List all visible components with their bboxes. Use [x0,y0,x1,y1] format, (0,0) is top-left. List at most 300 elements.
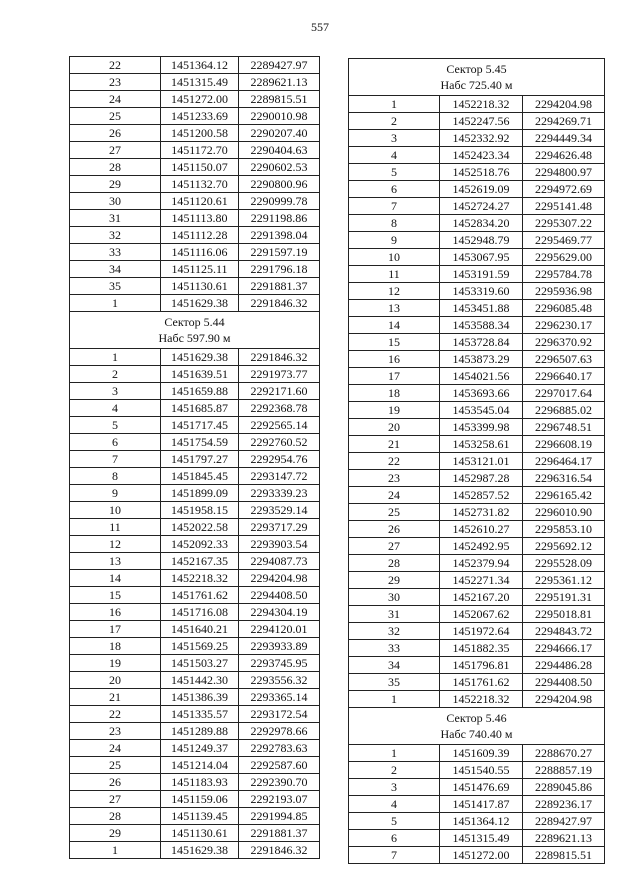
x-coordinate-cell: 1453728.84 [440,334,523,351]
table-row [70,570,320,587]
y-coordinate-cell: 2293745.95 [239,655,320,672]
x-coordinate-cell: 1451899.09 [161,485,239,502]
table-row [70,57,320,74]
table-row [349,113,605,130]
x-coordinate-cell: 1451717.45 [161,417,239,434]
y-coordinate-cell: 2291597.19 [239,244,320,261]
point-number-cell: 33 [70,244,161,261]
table-row [349,198,605,215]
y-coordinate-cell: 2296230.17 [523,317,605,334]
y-coordinate-cell: 2296640.17 [523,368,605,385]
point-number-cell: 22 [349,453,440,470]
point-number-cell: 29 [349,572,440,589]
point-number-cell: 14 [349,317,440,334]
y-coordinate-cell: 2296316.54 [523,470,605,487]
x-coordinate-cell: 1451272.00 [440,847,523,864]
table-row [349,657,605,674]
y-coordinate-cell: 2294972.69 [523,181,605,198]
x-coordinate-cell: 1451569.25 [161,638,239,655]
y-coordinate-cell: 2294204.98 [523,691,605,708]
point-number-cell: 23 [70,723,161,740]
point-number-cell: 13 [349,300,440,317]
y-coordinate-cell: 2293933.89 [239,638,320,655]
point-number-cell: 9 [70,485,161,502]
y-coordinate-cell: 2297017.64 [523,385,605,402]
table-row [70,791,320,808]
point-number-cell: 6 [349,830,440,847]
y-coordinate-cell: 2294408.50 [239,587,320,604]
y-coordinate-cell: 2289621.13 [523,830,605,847]
x-coordinate-cell: 1451503.27 [161,655,239,672]
point-number-cell: 10 [70,502,161,519]
x-coordinate-cell: 1451113.80 [161,210,239,227]
x-coordinate-cell: 1452167.20 [440,589,523,606]
point-number-cell: 1 [349,745,440,762]
table-row [349,762,605,779]
page-number: 557 [311,20,329,34]
y-coordinate-cell: 2291881.37 [239,825,320,842]
x-coordinate-cell: 1451125.11 [161,261,239,278]
y-coordinate-cell: 2296165.42 [523,487,605,504]
x-coordinate-cell: 1452518.76 [440,164,523,181]
y-coordinate-cell: 2296464.17 [523,453,605,470]
point-number-cell: 7 [349,847,440,864]
x-coordinate-cell: 1453873.29 [440,351,523,368]
y-coordinate-cell: 2291994.85 [239,808,320,825]
table-row [70,689,320,706]
x-coordinate-cell: 1451386.39 [161,689,239,706]
sector-height: Набс 725.40 м [440,78,513,92]
y-coordinate-cell: 2293147.72 [239,468,320,485]
table-row [70,519,320,536]
point-number-cell: 18 [349,385,440,402]
y-coordinate-cell: 2294204.98 [239,570,320,587]
x-coordinate-cell: 1451132.70 [161,176,239,193]
y-coordinate-cell: 2295018.81 [523,606,605,623]
table-row [70,295,320,312]
table-row [349,266,605,283]
table-row [70,383,320,400]
point-number-cell: 30 [70,193,161,210]
x-coordinate-cell: 1451183.93 [161,774,239,791]
y-coordinate-cell: 2294120.01 [239,621,320,638]
point-number-cell: 5 [349,164,440,181]
table-row [349,470,605,487]
point-number-cell: 8 [349,215,440,232]
table-row [70,825,320,842]
y-coordinate-cell: 2290602.53 [239,159,320,176]
point-number-cell: 10 [349,249,440,266]
x-coordinate-cell: 1452492.95 [440,538,523,555]
table-row [70,417,320,434]
x-coordinate-cell: 1451761.62 [161,587,239,604]
sector-header-row [349,59,605,96]
y-coordinate-cell: 2294087.73 [239,553,320,570]
y-coordinate-cell: 2290404.63 [239,142,320,159]
point-number-cell: 27 [349,538,440,555]
x-coordinate-cell: 1453693.66 [440,385,523,402]
x-coordinate-cell: 1453258.61 [440,436,523,453]
x-coordinate-cell: 1452724.27 [440,198,523,215]
x-coordinate-cell: 1451112.28 [161,227,239,244]
y-coordinate-cell: 2295361.12 [523,572,605,589]
table-row [349,589,605,606]
point-number-cell: 31 [349,606,440,623]
x-coordinate-cell: 1451629.38 [161,295,239,312]
x-coordinate-cell: 1451233.69 [161,108,239,125]
table-row [70,210,320,227]
table-row [70,808,320,825]
point-number-cell: 18 [70,638,161,655]
y-coordinate-cell: 2291881.37 [239,278,320,295]
table-row [349,351,605,368]
table-row [349,606,605,623]
y-coordinate-cell: 2292978.66 [239,723,320,740]
table-row [70,706,320,723]
y-coordinate-cell: 2293529.14 [239,502,320,519]
table-row [70,193,320,210]
y-coordinate-cell: 2294204.98 [523,96,605,113]
point-number-cell: 25 [70,757,161,774]
point-number-cell: 3 [349,130,440,147]
point-number-cell: 35 [349,674,440,691]
point-number-cell: 23 [349,470,440,487]
y-coordinate-cell: 2295307.22 [523,215,605,232]
sector-header-row [70,312,320,349]
table-row [349,796,605,813]
x-coordinate-cell: 1452167.35 [161,553,239,570]
point-number-cell: 5 [349,813,440,830]
point-number-cell: 16 [349,351,440,368]
table-row [70,176,320,193]
y-coordinate-cell: 2289236.17 [523,796,605,813]
x-coordinate-cell: 1452987.28 [440,470,523,487]
table-row [349,317,605,334]
y-coordinate-cell: 2289427.97 [239,57,320,74]
table-row [70,604,320,621]
point-number-cell: 27 [70,791,161,808]
x-coordinate-cell: 1451172.70 [161,142,239,159]
point-number-cell: 15 [70,587,161,604]
x-coordinate-cell: 1451639.51 [161,366,239,383]
y-coordinate-cell: 2296085.48 [523,300,605,317]
x-coordinate-cell: 1451150.07 [161,159,239,176]
x-coordinate-cell: 1451417.87 [440,796,523,813]
sector-header [349,59,605,96]
y-coordinate-cell: 2294843.72 [523,623,605,640]
x-coordinate-cell: 1451972.64 [440,623,523,640]
point-number-cell: 1 [70,842,161,859]
x-coordinate-cell: 1453451.88 [440,300,523,317]
table-row [70,621,320,638]
table-row [349,691,605,708]
y-coordinate-cell: 2295528.09 [523,555,605,572]
table-row [349,745,605,762]
x-coordinate-cell: 1451882.35 [440,640,523,657]
point-number-cell: 31 [70,210,161,227]
y-coordinate-cell: 2295784.78 [523,266,605,283]
table-row [349,453,605,470]
y-coordinate-cell: 2295853.10 [523,521,605,538]
point-number-cell: 7 [70,451,161,468]
point-number-cell: 34 [70,261,161,278]
x-coordinate-cell: 1451214.04 [161,757,239,774]
y-coordinate-cell: 2291796.18 [239,261,320,278]
y-coordinate-cell: 2294486.28 [523,657,605,674]
table-row [349,779,605,796]
x-coordinate-cell: 1451754.59 [161,434,239,451]
x-coordinate-cell: 1453399.98 [440,419,523,436]
table-row [70,434,320,451]
table-row [70,757,320,774]
table-row [349,521,605,538]
table-row [349,368,605,385]
x-coordinate-cell: 1452834.20 [440,215,523,232]
point-number-cell: 21 [70,689,161,706]
table-row [70,536,320,553]
point-number-cell: 21 [349,436,440,453]
y-coordinate-cell: 2292565.14 [239,417,320,434]
table-row [349,96,605,113]
x-coordinate-cell: 1452092.33 [161,536,239,553]
point-number-cell: 25 [349,504,440,521]
y-coordinate-cell: 2293339.23 [239,485,320,502]
x-coordinate-cell: 1453121.01 [440,453,523,470]
x-coordinate-cell: 1454021.56 [440,368,523,385]
y-coordinate-cell: 2293365.14 [239,689,320,706]
y-coordinate-cell: 2291846.32 [239,295,320,312]
y-coordinate-cell: 2295191.31 [523,589,605,606]
y-coordinate-cell: 2296010.90 [523,504,605,521]
y-coordinate-cell: 2288670.27 [523,745,605,762]
table-row [70,723,320,740]
point-number-cell: 33 [349,640,440,657]
point-number-cell: 11 [349,266,440,283]
point-number-cell: 29 [70,825,161,842]
table-row [349,334,605,351]
x-coordinate-cell: 1451120.61 [161,193,239,210]
point-number-cell: 27 [70,142,161,159]
coordinates-table-right [348,58,605,864]
point-number-cell: 19 [349,402,440,419]
y-coordinate-cell: 2290999.78 [239,193,320,210]
table-row [349,674,605,691]
table-row [70,142,320,159]
y-coordinate-cell: 2295936.98 [523,283,605,300]
point-number-cell: 20 [70,672,161,689]
x-coordinate-cell: 1451845.45 [161,468,239,485]
y-coordinate-cell: 2292783.63 [239,740,320,757]
table-row [70,244,320,261]
y-coordinate-cell: 2293172.54 [239,706,320,723]
point-number-cell: 1 [349,691,440,708]
x-coordinate-cell: 1452619.09 [440,181,523,198]
table-body-right [349,59,605,864]
point-number-cell: 6 [70,434,161,451]
table-row [70,587,320,604]
x-coordinate-cell: 1451130.61 [161,825,239,842]
x-coordinate-cell: 1451315.49 [161,74,239,91]
x-coordinate-cell: 1451629.38 [161,349,239,366]
y-coordinate-cell: 2292390.70 [239,774,320,791]
x-coordinate-cell: 1452610.27 [440,521,523,538]
sector-header [70,312,320,349]
x-coordinate-cell: 1451609.39 [440,745,523,762]
x-coordinate-cell: 1452271.34 [440,572,523,589]
y-coordinate-cell: 2292368.78 [239,400,320,417]
table-row [70,553,320,570]
table-row [349,847,605,864]
point-number-cell: 6 [349,181,440,198]
table-row [70,108,320,125]
y-coordinate-cell: 2296608.19 [523,436,605,453]
point-number-cell: 19 [70,655,161,672]
point-number-cell: 4 [70,400,161,417]
point-number-cell: 24 [349,487,440,504]
point-number-cell: 17 [70,621,161,638]
x-coordinate-cell: 1451716.08 [161,604,239,621]
point-number-cell: 24 [70,740,161,757]
point-number-cell: 2 [349,762,440,779]
y-coordinate-cell: 2292954.76 [239,451,320,468]
table-row [70,366,320,383]
table-row [70,502,320,519]
x-coordinate-cell: 1451685.87 [161,400,239,417]
y-coordinate-cell: 2290010.98 [239,108,320,125]
sector-title: Сектор 5.45 [446,62,507,76]
x-coordinate-cell: 1453588.34 [440,317,523,334]
table-row [349,283,605,300]
y-coordinate-cell: 2296748.51 [523,419,605,436]
point-number-cell: 8 [70,468,161,485]
table-row [70,227,320,244]
x-coordinate-cell: 1452022.58 [161,519,239,536]
table-row [349,813,605,830]
point-number-cell: 28 [349,555,440,572]
point-number-cell: 26 [70,774,161,791]
coordinates-table-left [69,56,320,859]
x-coordinate-cell: 1451159.06 [161,791,239,808]
x-coordinate-cell: 1453067.95 [440,249,523,266]
point-number-cell: 3 [349,779,440,796]
y-coordinate-cell: 2295469.77 [523,232,605,249]
y-coordinate-cell: 2289045.86 [523,779,605,796]
y-coordinate-cell: 2290800.96 [239,176,320,193]
point-number-cell: 9 [349,232,440,249]
table-row [349,130,605,147]
x-coordinate-cell: 1452218.32 [440,691,523,708]
table-row [349,215,605,232]
table-row [70,278,320,295]
y-coordinate-cell: 2294626.48 [523,147,605,164]
x-coordinate-cell: 1451958.15 [161,502,239,519]
x-coordinate-cell: 1451640.21 [161,621,239,638]
table-row [70,485,320,502]
table-row [70,638,320,655]
sector-height: Набс 740.40 м [440,727,513,741]
table-row [349,830,605,847]
x-coordinate-cell: 1451116.06 [161,244,239,261]
sector-height: Набс 597.90 м [158,331,231,345]
y-coordinate-cell: 2292760.52 [239,434,320,451]
x-coordinate-cell: 1451659.88 [161,383,239,400]
x-coordinate-cell: 1453191.59 [440,266,523,283]
point-number-cell: 23 [70,74,161,91]
table-row [70,400,320,417]
x-coordinate-cell: 1451761.62 [440,674,523,691]
y-coordinate-cell: 2289427.97 [523,813,605,830]
x-coordinate-cell: 1452379.94 [440,555,523,572]
table-row [70,349,320,366]
table-row [70,451,320,468]
table-row [70,91,320,108]
point-number-cell: 30 [349,589,440,606]
table-row [349,249,605,266]
table-row [70,842,320,859]
x-coordinate-cell: 1451796.81 [440,657,523,674]
x-coordinate-cell: 1451442.30 [161,672,239,689]
x-coordinate-cell: 1451364.12 [440,813,523,830]
y-coordinate-cell: 2295141.48 [523,198,605,215]
table-row [70,159,320,176]
sector-title: Сектор 5.44 [164,315,225,329]
point-number-cell: 17 [349,368,440,385]
point-number-cell: 28 [70,808,161,825]
point-number-cell: 24 [70,91,161,108]
x-coordinate-cell: 1451139.45 [161,808,239,825]
y-coordinate-cell: 2291973.77 [239,366,320,383]
table-body-left [70,57,320,859]
point-number-cell: 28 [70,159,161,176]
point-number-cell: 20 [349,419,440,436]
x-coordinate-cell: 1452332.92 [440,130,523,147]
point-number-cell: 7 [349,198,440,215]
y-coordinate-cell: 2294449.34 [523,130,605,147]
table-row [70,740,320,757]
table-row [349,147,605,164]
point-number-cell: 4 [349,147,440,164]
y-coordinate-cell: 2295692.12 [523,538,605,555]
point-number-cell: 2 [70,366,161,383]
x-coordinate-cell: 1451289.88 [161,723,239,740]
y-coordinate-cell: 2294269.71 [523,113,605,130]
sector-header [349,708,605,745]
point-number-cell: 1 [70,349,161,366]
y-coordinate-cell: 2293903.54 [239,536,320,553]
point-number-cell: 12 [349,283,440,300]
point-number-cell: 29 [70,176,161,193]
x-coordinate-cell: 1452067.62 [440,606,523,623]
point-number-cell: 26 [70,125,161,142]
table-row [349,385,605,402]
y-coordinate-cell: 2291846.32 [239,842,320,859]
x-coordinate-cell: 1453545.04 [440,402,523,419]
x-coordinate-cell: 1452948.79 [440,232,523,249]
y-coordinate-cell: 2293717.29 [239,519,320,536]
table-row [349,300,605,317]
y-coordinate-cell: 2291198.86 [239,210,320,227]
y-coordinate-cell: 2291398.04 [239,227,320,244]
point-number-cell: 14 [70,570,161,587]
x-coordinate-cell: 1451130.61 [161,278,239,295]
table-row [70,672,320,689]
table-row [70,774,320,791]
point-number-cell: 4 [349,796,440,813]
y-coordinate-cell: 2294304.19 [239,604,320,621]
y-coordinate-cell: 2296370.92 [523,334,605,351]
point-number-cell: 32 [70,227,161,244]
x-coordinate-cell: 1451315.49 [440,830,523,847]
